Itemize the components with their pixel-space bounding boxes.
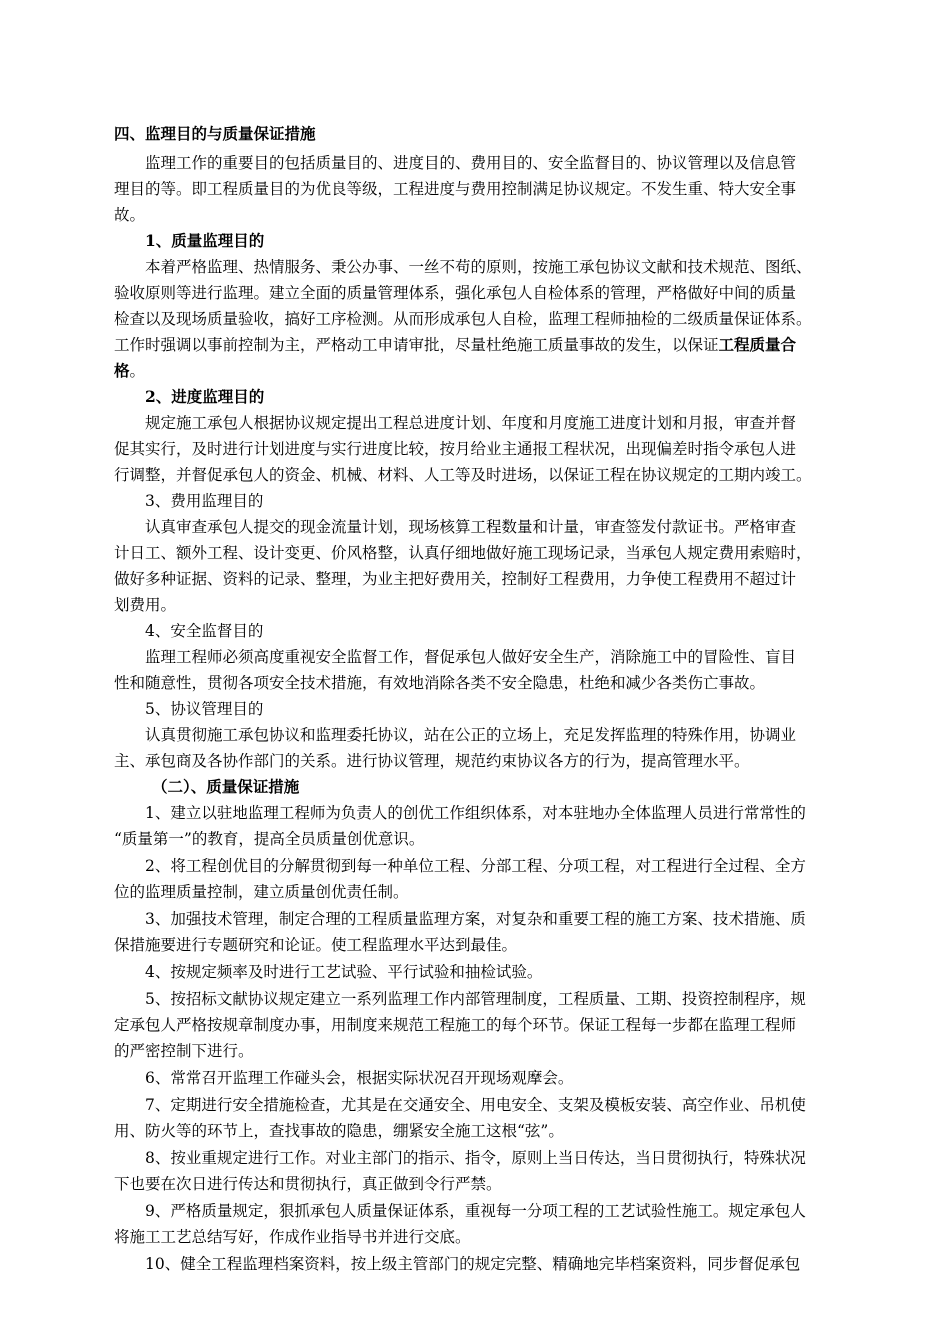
- measures-title: （二）、质量保证措施: [152, 777, 300, 796]
- measure-line: 7、定期进行安全措施检查，尤其是在交通安全、用电安全、支架及模板安装、高空作业、吊机使: [145, 1096, 806, 1114]
- paragraph-line: 计日工、额外工程、设计变更、价风格整，认真仔细地做好施工现场记录，当承包人规定费用索赔时，: [114, 544, 812, 562]
- paragraph-line: 监理工程师必须高度重视安全监督工作，督促承包人做好安全生产，消除施工中的冒险性、盲目: [145, 648, 797, 666]
- goal-heading: 1、质量监理目的: [145, 231, 265, 250]
- measure-line: 2、将工程创优目的分解贯彻到每一种单位工程、分部工程、分项工程，对工程进行全过程、全方: [145, 857, 806, 875]
- emphasis-text: 格: [114, 361, 130, 380]
- measure-line: 保措施要进行专题研究和论证。使工程监理水平达到最佳。: [114, 936, 518, 954]
- paragraph-line: [114, 332, 856, 358]
- measure-line: 6、常常召开监理工作碰头会，根据实际状况召开现场观摩会。: [145, 1069, 574, 1087]
- paragraph-line: [114, 358, 856, 384]
- measure-line: 定承包人严格按规章制度办事，用制度来规范工程施工的每个环节。保证工程每一步都在监理工程师: [114, 1016, 797, 1034]
- measure-line: 位的监理质量控制，建立质量创优责任制。: [114, 883, 409, 901]
- measure-line: 9、严格质量规定，狠抓承包人质量保证体系，重视每一分项工程的工艺试验性施工。规定承包人: [145, 1202, 806, 1220]
- paragraph-line: 主、承包商及各协作部门的关系。进行协议管理，规范约束协议各方的行为，提高管理水平。: [114, 752, 750, 770]
- goal-heading: 3、费用监理目的: [145, 492, 264, 510]
- paragraph-line: 检查以及现场质量验收，搞好工序检测。从而形成承包人自检，监理工程师抽检的二级质量保证体系。: [114, 310, 812, 328]
- measure-line: 用、防火等的环节上，查找事故的隐患，绷紧安全施工这根“弦”。: [114, 1122, 564, 1140]
- measure-line: 5、按招标文献协议规定建立一系列监理工作内部管理制度，工程质量、工期、投资控制程序，规: [145, 990, 806, 1008]
- paragraph-text: 。: [129, 362, 146, 380]
- paragraph-line: 本着严格监理、热情服务、秉公办事、一丝不苟的原则，按施工承包协议文献和技术规范、图纸、: [145, 258, 812, 276]
- measure-line: “质量第一”的教育，提高全员质量创优意识。: [114, 830, 425, 848]
- measure-line: 下也要在次日进行传达和贯彻执行，真正做到令行严禁。: [114, 1175, 502, 1193]
- intro-line: 理目的等。即工程质量目的为优良等级，工程进度与费用控制满足协议规定。不发生重、特大安全事: [114, 180, 797, 198]
- section-title: 四、监理目的与质量保证措施: [114, 124, 316, 143]
- emphasis-text: 工程质量合: [718, 335, 797, 354]
- paragraph-text: 工作时强调以事前控制为主，严格动工申请审批，尽量杜绝施工质量事故的发生，以保证: [114, 336, 719, 354]
- document-page: [114, 121, 856, 1277]
- measure-line: 将施工工艺总结写好，作成作业指导书并进行交底。: [114, 1228, 471, 1246]
- paragraph-line: 规定施工承包人根据协议规定提出工程总进度计划、年度和月度施工进度计划和月报，审查并督: [145, 414, 797, 432]
- measure-line: 10、健全工程监理档案资料，按上级主管部门的规定完整、精确地完毕档案资料，同步督促承包: [145, 1255, 801, 1273]
- paragraph-line: 促其实行，及时进行计划进度与实行进度比较，按月给业主通报工程状况，出现偏差时指令承包人进: [114, 440, 797, 458]
- measure-line: 1、建立以驻地监理工程师为负责人的创优工作组织体系，对本驻地办全体监理人员进行常常性的: [145, 804, 806, 822]
- intro-line: 监理工作的重要目的包括质量目的、进度目的、费用目的、安全监督目的、协议管理以及信息管: [145, 154, 797, 172]
- paragraph-line: 验收原则等进行监理。建立全面的质量管理体系，强化承包人自检体系的管理，严格做好中间的质量: [114, 284, 797, 302]
- goal-heading: 2、进度监理目的: [145, 387, 265, 406]
- paragraph-line: 认真贯彻施工承包协议和监理委托协议，站在公正的立场上，充足发挥监理的特殊作用，协调业: [145, 726, 797, 744]
- paragraph-line: 性和随意性，贯彻各项安全技术措施，有效地消除各类不安全隐患，杜绝和减少各类伤亡事故。: [114, 674, 766, 692]
- goal-heading: 4、安全监督目的: [145, 622, 264, 640]
- measure-line: 3、加强技术管理，制定合理的工程质量监理方案，对复杂和重要工程的施工方案、技术措施、质: [145, 910, 806, 928]
- measure-line: 4、按规定频率及时进行工艺试验、平行试验和抽检试验。: [145, 963, 543, 981]
- paragraph-line: 行调整，并督促承包人的资金、机械、材料、人工等及时进场，以保证工程在协议规定的工期内竣工。: [114, 466, 812, 484]
- goal-heading: 5、协议管理目的: [145, 700, 264, 718]
- intro-line: 故。: [114, 206, 146, 224]
- measure-line: 8、按业重规定进行工作。对业主部门的指示、指令，原则上当日传达，当日贯彻执行，特殊状况: [145, 1149, 806, 1167]
- paragraph-line: 做好多种证据、资料的记录、整理，为业主把好费用关，控制好工程费用，力争使工程费用不超过计: [114, 570, 797, 588]
- measure-line: 的严密控制下进行。: [114, 1042, 254, 1060]
- paragraph-line: 划费用。: [114, 596, 177, 614]
- paragraph-line: 认真审查承包人提交的现金流量计划，现场核算工程数量和计量，审查签发付款证书。严格审查: [145, 518, 797, 536]
